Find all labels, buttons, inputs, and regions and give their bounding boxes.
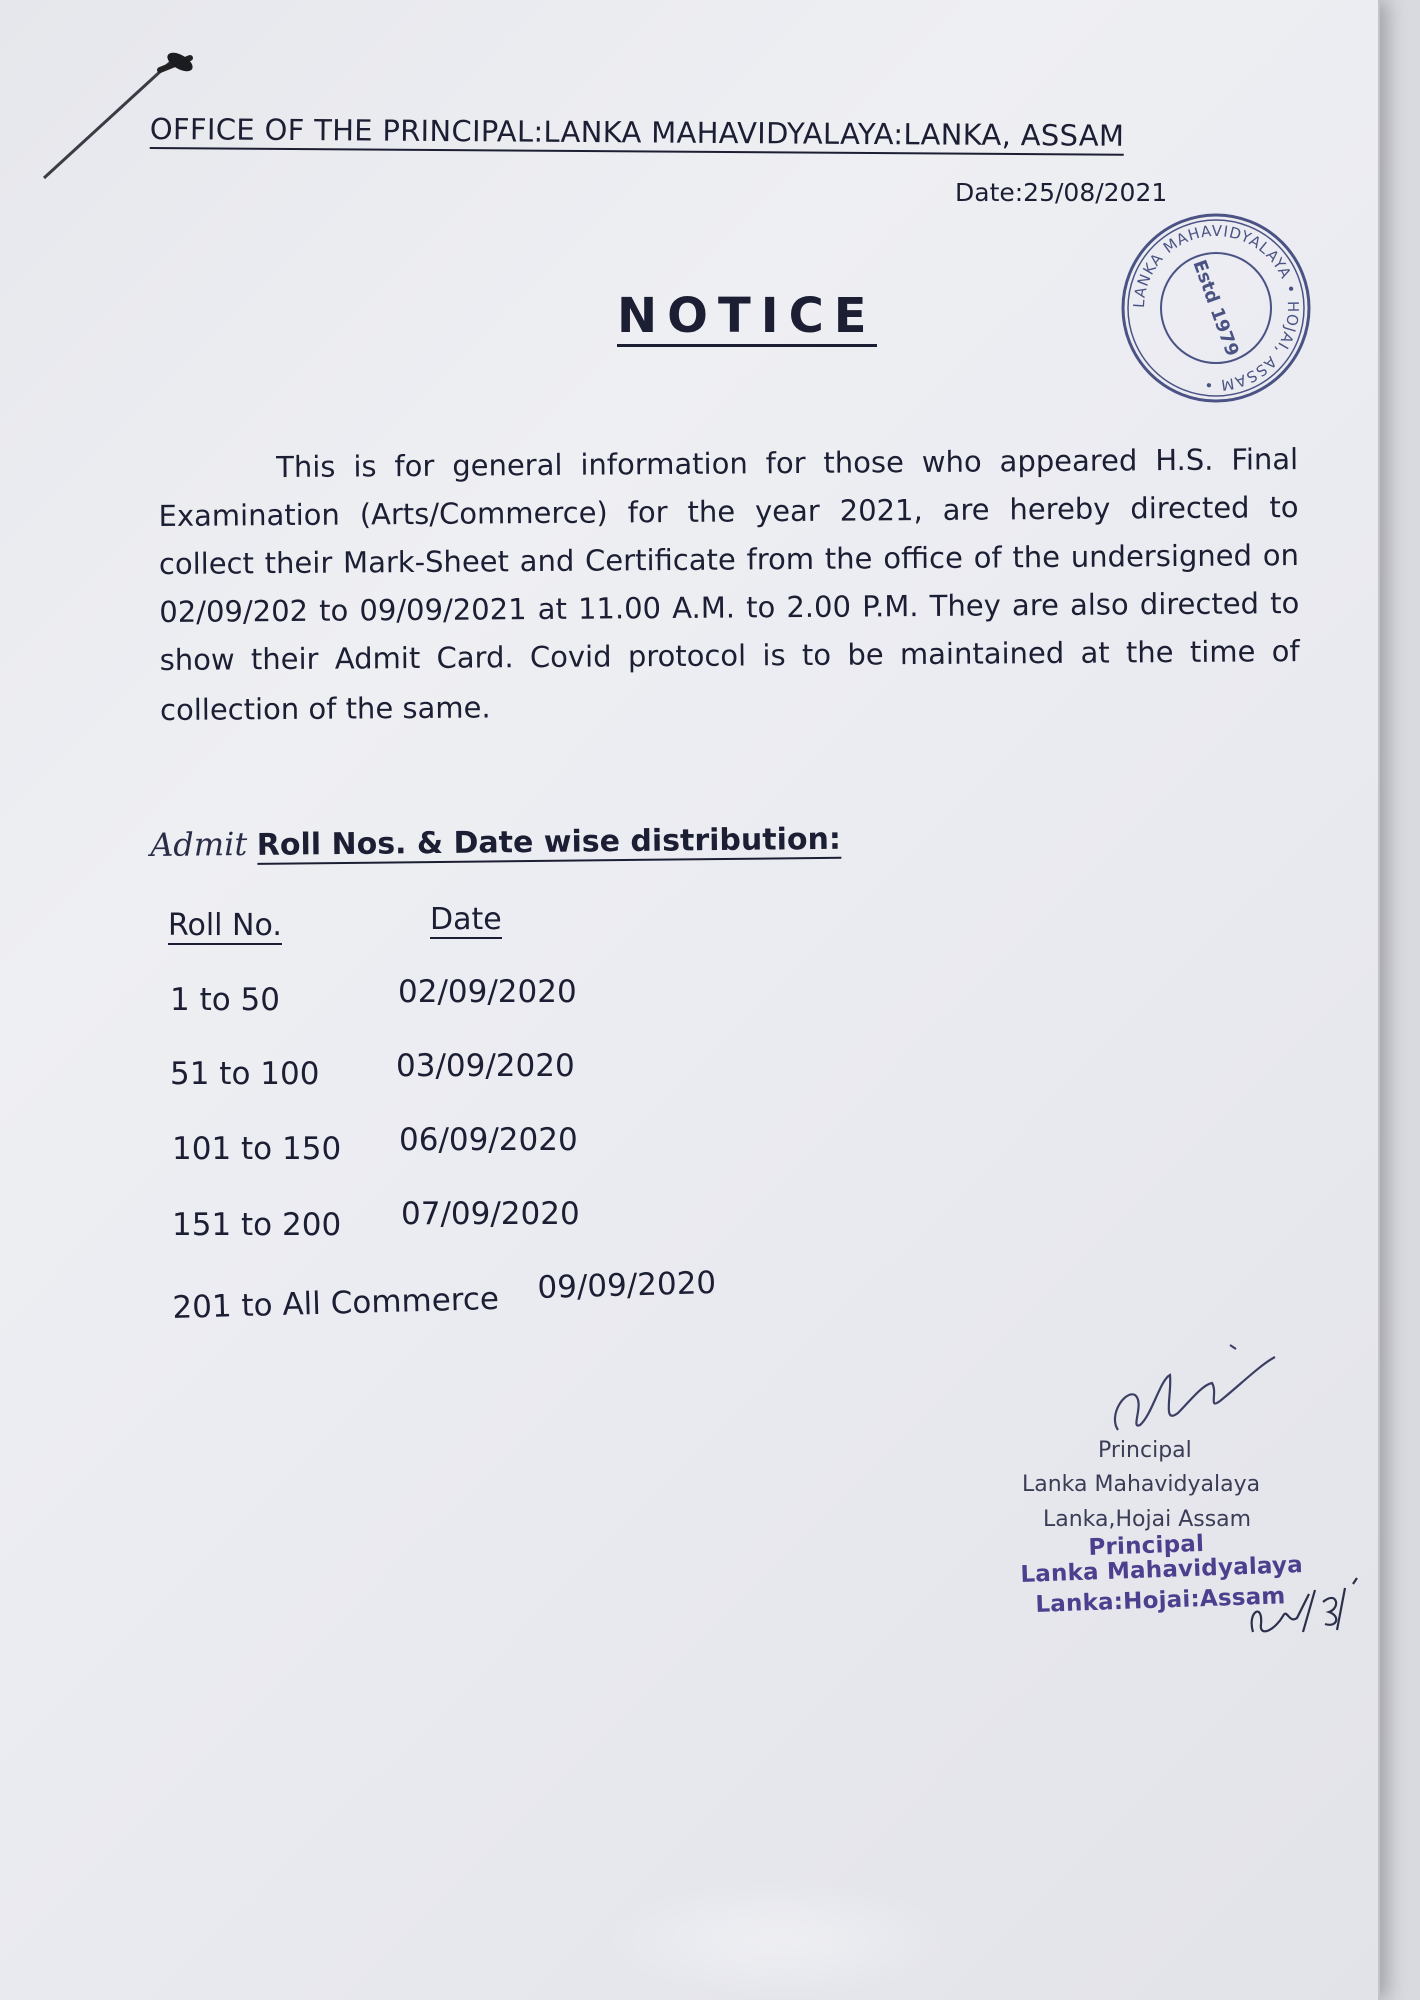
body-line-3: collect their Mark-Sheet and Certificate from the office of the xyxy=(158,539,1061,581)
column-date-header: Date xyxy=(430,902,502,937)
body-line-5: They are also directed to show their Admit Card. xyxy=(159,586,1300,677)
stamp-title: Principal xyxy=(1088,1530,1205,1561)
seal-ring-text: LANKA MAHAVIDYALAYA • HOJAI, ASSAM • xyxy=(1129,221,1303,395)
handwritten-admit: Admit xyxy=(150,824,248,864)
column-roll-header: Roll No. xyxy=(168,908,282,943)
stamp-location: Lanka:Hojai:Assam xyxy=(1035,1583,1286,1618)
body-line-6: Covid protocol is to be maintained at the time of collection of the same. xyxy=(159,634,1300,727)
row-roll: 101 to 150 xyxy=(172,1131,342,1167)
row-date: 07/09/2020 xyxy=(401,1196,580,1232)
row-roll: 51 to 100 xyxy=(170,1056,320,1092)
notice-date: Date:25/08/2021 xyxy=(955,178,1168,207)
signatory-title: Principal xyxy=(1098,1438,1192,1463)
principal-signature xyxy=(1100,1335,1280,1445)
row-date: 02/09/2020 xyxy=(398,974,577,1010)
paper-edge xyxy=(1378,0,1380,2000)
body-line-2: Examination (Arts/Commerce) for the year 2021, are hereby directed to xyxy=(158,490,1299,533)
distribution-heading-text: Roll Nos. & Date wise distribution: xyxy=(256,821,842,863)
paper-glare xyxy=(600,1880,960,2000)
row-roll: 1 to 50 xyxy=(170,982,280,1018)
signatory-college: Lanka Mahavidyalaya xyxy=(1022,1472,1261,1497)
body-line-1: This is for general information for those who appeared H.S. Final xyxy=(276,442,1299,485)
seal-center-text: Estd 1979 xyxy=(1188,257,1243,360)
distribution-heading xyxy=(150,819,841,864)
row-date: 03/09/2020 xyxy=(396,1048,575,1084)
row-roll: 151 to 200 xyxy=(172,1207,342,1243)
notice-title: NOTICE xyxy=(617,288,877,347)
row-date: 09/09/2020 xyxy=(537,1265,717,1306)
signatory-location: Lanka,Hojai Assam xyxy=(1043,1507,1252,1532)
college-seal xyxy=(1118,210,1314,406)
body-line-4: undersigned on 02/09/202 to 09/09/2021 at 11.00 A.M. to 2.00 P.M. xyxy=(159,538,1300,629)
notice-body xyxy=(158,435,1300,734)
stamp-college: Lanka Mahavidyalaya xyxy=(1020,1552,1304,1588)
office-header: OFFICE OF THE PRINCIPAL:LANKA MAHAVIDYALAYA:LANKA, ASSAM xyxy=(150,112,1125,156)
row-date: 06/09/2020 xyxy=(399,1122,578,1158)
handwritten-initials xyxy=(1245,1572,1385,1652)
row-roll: 201 to All Commerce xyxy=(172,1280,500,1326)
